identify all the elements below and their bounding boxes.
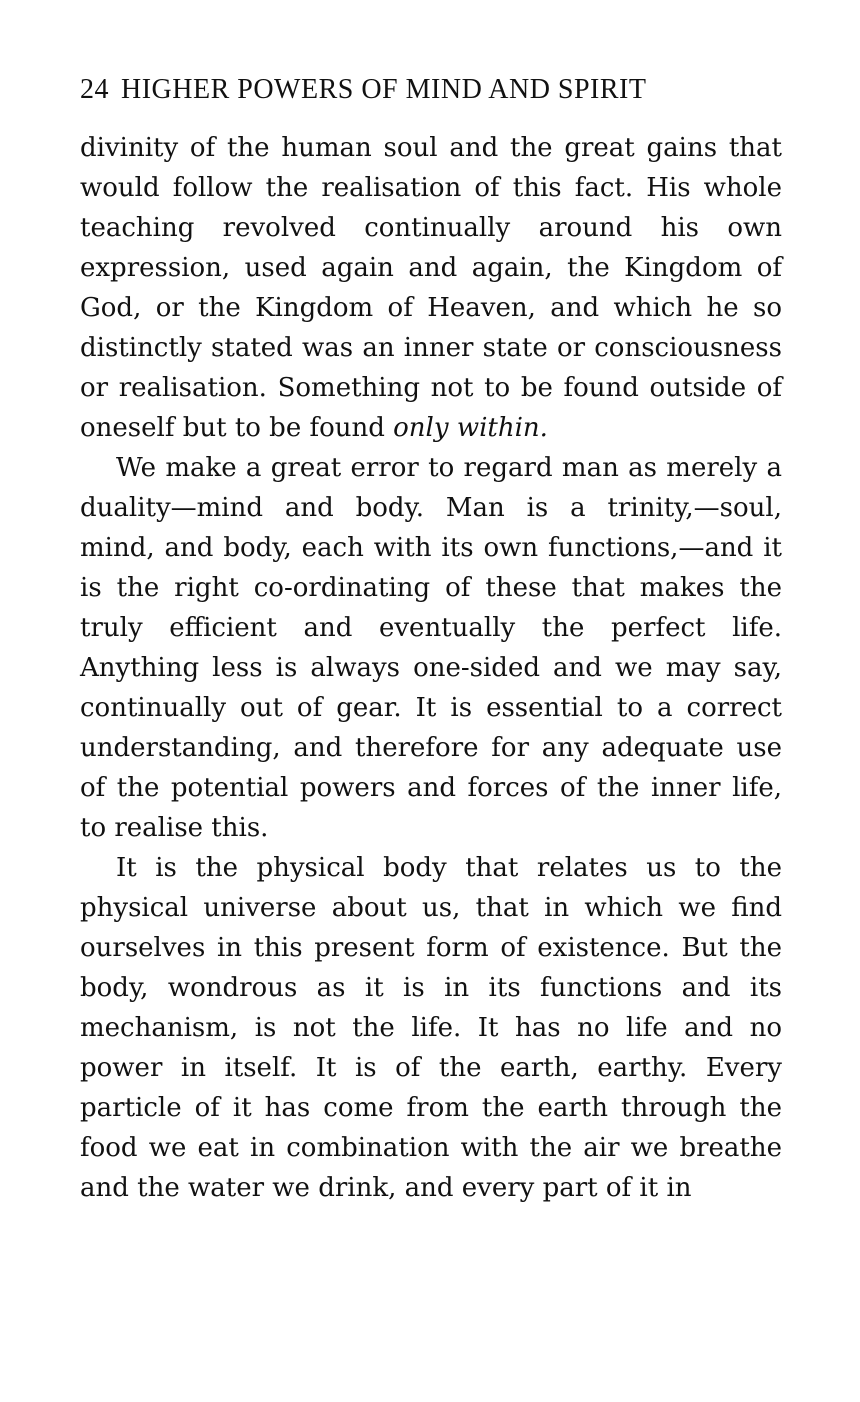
paragraph-3: It is the physical body that relates us to the physical universe about us, that in which we find ourselves in this present form of existence. But the body, wondrous as it is in its functions and its mechanism, is not the life. It has no life and no power in itself. It is of the earth, earthy. Every particle of it has come from the earth through the food we eat in combination with the air we breathe and the water we drink, and every part of it in bbox=[80, 853, 782, 1203]
running-header bbox=[80, 72, 782, 108]
book-page bbox=[80, 72, 782, 1208]
running-title: HIGHER POWERS OF MIND AND SPIRIT bbox=[121, 74, 647, 105]
body-text bbox=[80, 128, 782, 1208]
paragraph-1-text: divinity of the human soul and the great gains that would follow the realisation of this fact. His whole teaching revolved continually around his own expression, used again and again, the Kingdom of God, or the Kingdom of Heaven, and which he so distinctly stated was an inner state or consciousness or realisation. Something not to be found outside of oneself but to be found bbox=[80, 133, 782, 443]
paragraph-1 bbox=[80, 128, 782, 448]
paragraph-1-emphasis: only within. bbox=[393, 413, 548, 443]
page-number: 24 bbox=[80, 74, 109, 105]
paragraph-2: We make a great error to regard man as merely a duality—mind and body. Man is a trinity,—soul, mind, and body, each with its own functions,—and it is the right co-ordinating of these that makes the truly efficient and eventually the perfect life. Anything less is always one-sided and we may say, continually out of gear. It is essential to a correct understanding, and therefore for any adequate use of the potential powers and forces of the inner life, to realise this. bbox=[80, 453, 782, 843]
